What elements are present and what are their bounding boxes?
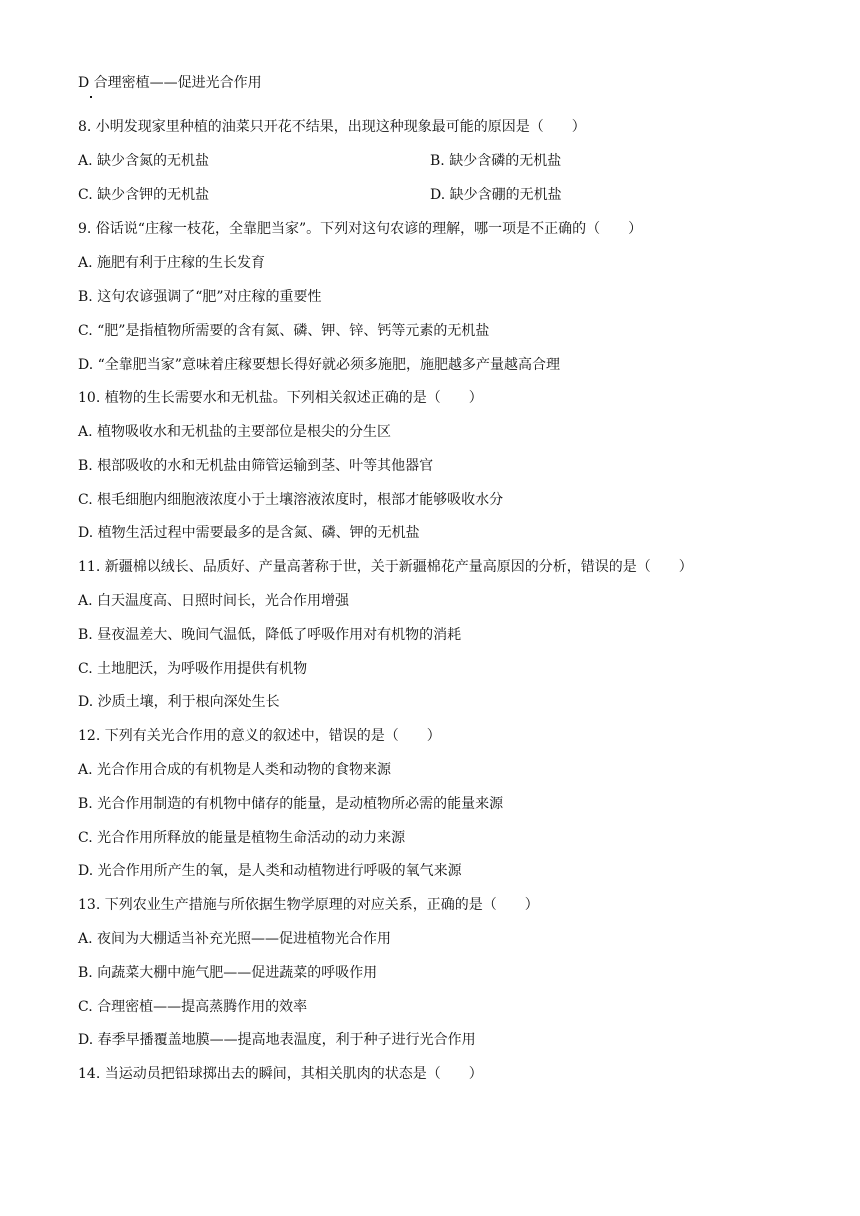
q12-option-b: B. 光合作用制造的有机物中储存的能量，是动植物所必需的能量来源 [78, 796, 504, 812]
q12-option-c: C. 光合作用所释放的能量是植物生命活动的动力来源 [78, 830, 406, 846]
q8-option-d: D. 缺少含硼的无机盐 [430, 187, 562, 203]
q11-option-c: C. 土地肥沃，为呼吸作用提供有机物 [78, 661, 308, 677]
q13-option-d: D. 春季早播覆盖地膜——提高地表温度，利于种子进行光合作用 [78, 1032, 476, 1048]
q14-stem: 14. 当运动员把铅球掷出去的瞬间，其相关肌肉的状态是（ ） [78, 1066, 483, 1082]
q10-option-c: C. 根毛细胞内细胞液浓度小于土壤溶液浓度时，根部才能够吸收水分 [78, 492, 504, 508]
q12-stem: 12. 下列有关光合作用的意义的叙述中，错误的是（ ） [78, 728, 441, 744]
q13-stem: 13. 下列农业生产措施与所依据生物学原理的对应关系，正确的是（ ） [78, 897, 539, 913]
q8-option-c: C. 缺少含钾的无机盐 [78, 187, 210, 203]
q9-option-d: D. “全靠肥当家”意味着庄稼要想长得好就必须多施肥，施肥越多产量越高合理 [78, 357, 560, 373]
q9-stem: 9. 俗话说“庄稼一枝花，全靠肥当家”。下列对这句农谚的理解，哪一项是不正确的（ ） [78, 221, 643, 237]
q12-option-a: A. 光合作用合成的有机物是人类和动物的食物来源 [78, 762, 392, 778]
option-marker-dot [90, 96, 92, 98]
q10-stem: 10. 植物的生长需要水和无机盐。下列相关叙述正确的是（ ） [78, 390, 483, 406]
q12-option-d: D. 光合作用所产生的氧，是人类和动植物进行呼吸的氧气来源 [78, 863, 462, 879]
q11-option-d: D. 沙质土壤，利于根向深处生长 [78, 694, 280, 710]
q8-option-a: A. 缺少含氮的无机盐 [78, 153, 210, 169]
q8-stem: 8. 小明发现家里种植的油菜只开花不结果，出现这种现象最可能的原因是（ ） [78, 119, 586, 135]
q8-option-b: B. 缺少含磷的无机盐 [430, 153, 562, 169]
q10-option-d: D. 植物生活过程中需要最多的是含氮、磷、钾的无机盐 [78, 525, 420, 541]
q9-option-a: A. 施肥有利于庄稼的生长发育 [78, 255, 266, 271]
q11-stem: 11. 新疆棉以绒长、品质好、产量高著称于世，关于新疆棉花产量高原因的分析，错误的是（ ） [78, 559, 693, 575]
q9-option-c: C. “肥”是指植物所需要的含有氮、磷、钾、锌、钙等元素的无机盐 [78, 323, 490, 339]
q11-option-a: A. 白天温度高、日照时间长，光合作用增强 [78, 593, 350, 609]
q13-option-c: C. 合理密植——提高蒸腾作用的效率 [78, 999, 308, 1015]
q9-option-b: B. 这句农谚强调了“肥”对庄稼的重要性 [78, 289, 322, 305]
q10-option-b: B. 根部吸收的水和无机盐由筛管运输到茎、叶等其他器官 [78, 458, 434, 474]
q7-option-d: D 合理密植——促进光合作用 [78, 75, 262, 91]
q11-option-b: B. 昼夜温差大、晚间气温低，降低了呼吸作用对有机物的消耗 [78, 627, 462, 643]
q13-option-b: B. 向蔬菜大棚中施气肥——促进蔬菜的呼吸作用 [78, 965, 378, 981]
q13-option-a: A. 夜间为大棚适当补充光照——促进植物光合作用 [78, 931, 392, 947]
q10-option-a: A. 植物吸收水和无机盐的主要部位是根尖的分生区 [78, 424, 392, 440]
